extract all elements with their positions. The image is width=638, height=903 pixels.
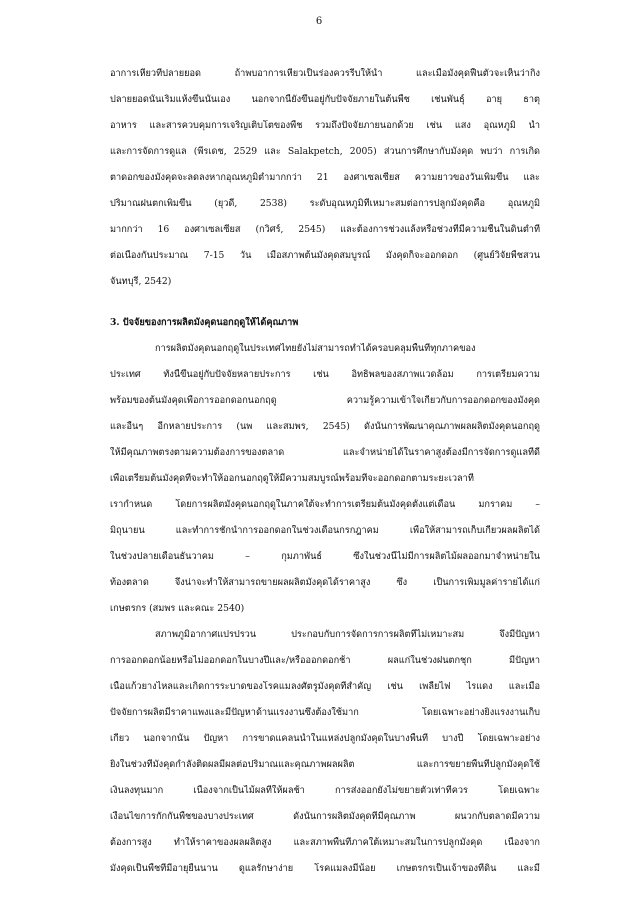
text-line: มากกว่า 16 องศาเซลเซียส (กวิศร์, 2545) และต้องการช่วงแล้งหรือช่วงที่มีความชื้นในดินต่ำที่ [110, 224, 540, 235]
text-line: พร้อมของต้นมังคุดเพื่อการออกดอกนอกฤดู ความรู้ความเข้าใจเกี่ยวกับการออกดอกของมังคุด [110, 395, 540, 406]
text-line: ปัจจัยการผลิตมีราคาแพงและมีปัญหาด้านแรงงานซึ่งต้องใช้มาก โดยเฉพาะอย่างยิ่งแรงงานเก็บ [110, 707, 540, 718]
text-line: การออกดอกน้อยหรือไม่ออกดอกในบางปีและ/หรือออกดอกช้า ผลแก่ในช่วงฝนตกชุก มีปัญหา [110, 655, 540, 666]
text-line: ตาดอกของมังคุดจะลดลงหากอุณหภูมิต่ำมากกว่า 21 องศาเซลเซียส ความยาวของวันเพิ่มขึ้น และ [110, 172, 540, 183]
text-line: เกษตรกร (สมพร และคณะ 2540) [110, 603, 245, 614]
text-line: เนื้อแก้วยางไหลและเกิดการระบาดของโรคแมลงศัตรูมังคุดที่สำคัญ เช่น เพลี้ยไฟ ไรแดง และเมื่อ [110, 681, 540, 692]
text-line: ปริมาณฝนตกเพิ่มขึ้น (ยุวดี, 2538) ระดับอุณหภูมิที่เหมาะสมต่อการปลูกมังคุดคือ อุณหภูมิ [110, 198, 540, 209]
text-line: มิถุนายน และทำการชักนำการออกดอกในช่วงเดือนกรกฎาคม เพื่อให้สามารถเก็บเกี่ยวผลผลิตได้ [110, 525, 540, 536]
text-line: เงินลงทุนมาก เนื่องจากเป็นไม้ผลที่ให้ผลช้า การส่งออกยังไม่ขยายตัวเท่าที่ควร โดยเฉพาะ [110, 785, 540, 796]
text-line: สภาพภูมิอากาศแปรปรวน ประกอบกับการจัดการการผลิตที่ไม่เหมาะสม จึงมีปัญหา [155, 629, 540, 640]
text-line: ให้มีคุณภาพตรงตามความต้องการของตลาด และจำหน่ายได้ในราคาสูงต้องมีการจัดการดูแลที่ดี [110, 447, 540, 458]
text-line: เงื่อนไขการกักกันพืชของบางประเทศ ดังนั้นการผลิตมังคุดที่มีคุณภาพ ผนวกกับตลาดมีความ [110, 811, 540, 822]
text-line: ต้องการสูง ทำให้ราคาของผลผลิตสูง และสภาพพื้นที่ภาคใต้เหมาะสมในการปลูกมังคุด เนื่องจาก [110, 837, 540, 848]
text-line: อาการเหี่ยวที่ปลายยอด ถ้าพบอาการเหี่ยวเป็นร่องควรรีบให้น้ำ และเมื่อมังคุดฟื้นตัวจะเห็นว่ากิ่ง [110, 68, 540, 79]
text-line: มังคุดเป็นพืชที่มีอายุยืนนาน ดูแลรักษาง่าย โรคแมลงมีน้อย เกษตรกรเป็นเจ้าของที่ดิน และมี [110, 863, 540, 874]
text-line: จันทบุรี, 2542) [110, 276, 172, 287]
text-line: และการจัดการดูแล (พีรเดช, 2529 และ Salakpetch, 2005) ส่วนการศึกษากับมังคุด พบว่า การเกิด [110, 146, 540, 157]
text-line: ท้องตลาด จึงน่าจะทำให้สามารถขายผลผลิตมังคุดได้ราคาสูง ซึ่ง เป็นการเพิ่มมูลค่ารายได้แก่ [110, 577, 540, 588]
section-heading: 3. ปัจจัยของการผลิตมังคุดนอกฤดูให้ได้คุณภาพ [110, 317, 299, 328]
text-line: ในช่วงปลายเดือนธันวาคม – กุมภาพันธ์ ซึ่งในช่วงนี้ไม่มีการผลิตไม้ผลออกมาจำหน่ายใน [110, 551, 540, 562]
text-line: การผลิตมังคุดนอกฤดูในประเทศไทยยังไม่สามารถทำได้ครอบคลุมพื้นที่ทุกภาคของ [155, 343, 476, 354]
page-number: 6 [315, 16, 323, 27]
text-line: เรากำหนด โดยการผลิตมังคุดนอกฤดูในภาคใต้จะทำการเตรียมต้นมังคุดตั้งแต่เดือน มกราคม – [110, 499, 540, 510]
text-line: อาหาร และสารควบคุมการเจริญเติบโตของพืช รวมถึงปัจจัยภายนอกด้วย เช่น แสง อุณหภูมิ น้ำ [110, 120, 540, 131]
text-line: ยิ่งในช่วงที่มังคุดกำลังติดผลมีผลต่อปริมาณและคุณภาพผลผลิต และการขยายพื้นที่ปลูกมังคุดใช้ [110, 759, 540, 770]
text-line: ประเทศ ทั้งนี้ขึ้นอยู่กับปัจจัยหลายประการ เช่น อิทธิพลของสภาพแวดล้อม การเตรียมความ [110, 369, 540, 380]
text-line: เพื่อเตรียมต้นมังคุดที่จะทำให้ออกนอกฤดูให้มีความสมบูรณ์พร้อมที่จะออกดอกตามระยะเวลาที่ [110, 473, 474, 484]
text-line: ปลายยอดนั้นเริ่มแห้งขึ้นนั้นเอง นอกจากนี้ยังขึ้นอยู่กับปัจจัยภายในต้นพืช เช่นพันธุ์ อายุ ธาตุ [110, 94, 540, 105]
text-line: และอื่นๆ อีกหลายประการ (นพ และสมพร, 2545) ดังนั้นการพัฒนาคุณภาพผลผลิตมังคุดนอกฤดู [110, 421, 540, 432]
text-line: เกี่ยว นอกจากนั้น ปัญหา การขาดแคลนน้ำในแหล่งปลูกมังคุดในบางพื้นที่ บางปี โดยเฉพาะอย่าง [110, 733, 540, 744]
text-line: ต่อเนื่องกันประมาณ 7-15 วัน เมื่อสภาพต้นมังคุดสมบูรณ์ มังคุดก็จะออกดอก (ศูนย์วิจัยพืชสวน [110, 250, 540, 261]
